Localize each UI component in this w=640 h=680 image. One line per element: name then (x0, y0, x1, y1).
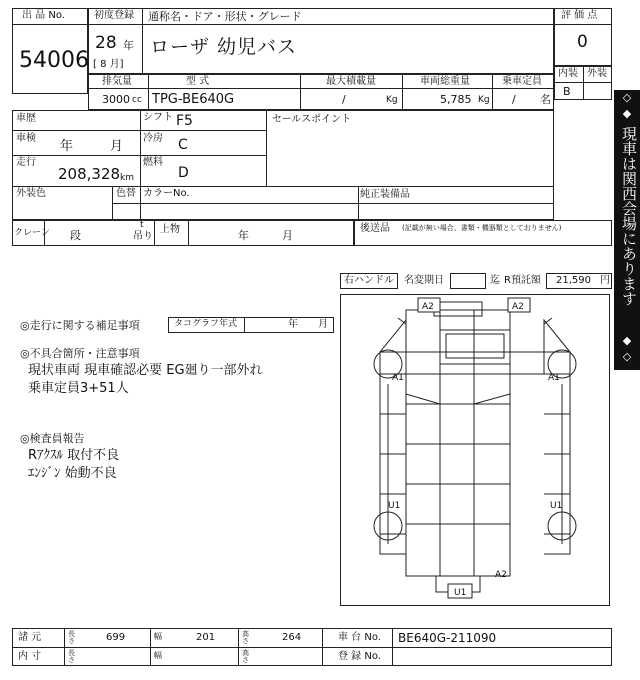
width-value: 201 (196, 632, 216, 643)
interior-dims-label: 内 寸 (18, 651, 42, 662)
banner-top-marks: ◇ ◆ (622, 91, 632, 120)
mileage-label: 走行 (16, 157, 36, 168)
crane-lift: 吊り (133, 231, 153, 242)
gross-weight-value: 5,785 (440, 93, 472, 106)
fuel-value: D (178, 165, 189, 181)
model-label: 型 式 (186, 76, 210, 87)
first-reg-label: 初度登録 (94, 10, 134, 21)
first-reg-month: [ 8 月] (93, 59, 124, 70)
color-code-label: カラーNo. (143, 188, 190, 199)
damage-mark: A1 (392, 373, 404, 383)
damage-mark: U1 (388, 501, 401, 511)
steering-value: 右ハンドル (344, 275, 394, 286)
first-reg-year: 28 (95, 33, 117, 53)
banner-text: 現車は関西会場にあります (620, 126, 638, 306)
defects-title: ◎不具合箇所・注意事項 (20, 347, 140, 360)
top-label: 上物 (160, 224, 180, 235)
capacity-sep: / (512, 93, 516, 106)
year-unit: 年 (123, 39, 134, 52)
aftermarket-label: 後送品 (360, 223, 390, 234)
displacement-unit: cc (132, 95, 142, 105)
crane-label: クレーン (14, 228, 50, 238)
ac-label: 冷房 (143, 133, 163, 144)
shift-label: シフト (143, 112, 173, 123)
exterior-grade-label: 外装 (587, 68, 607, 79)
defects-line-2: 乗車定員3+51人 (28, 381, 129, 396)
gross-weight-label: 車両総重量 (420, 76, 470, 87)
inspector-title: ◎検査員報告 (20, 432, 85, 445)
inspection-year: 年 (60, 139, 74, 154)
genuine-equipment-label: 純正装備品 (360, 189, 410, 200)
length-label: 長さ (68, 630, 75, 645)
history-label: 車歴 (16, 113, 36, 124)
lot-label: 出 品 No. (22, 10, 65, 21)
max-load-label: 最大積載量 (326, 76, 376, 87)
tachograph-month: 月 (318, 319, 328, 330)
inspection-label: 車検 (16, 133, 36, 144)
color-change-label: 色替 (116, 188, 136, 199)
height-value: 264 (282, 632, 302, 643)
tachograph-label: タコグラフ年式 (174, 319, 238, 329)
capacity-label: 乗車定員 (502, 76, 542, 87)
top-year: 年 (238, 229, 249, 242)
defects-line-1: 現状車両 現車確認必要 EG廻り一部外れ (28, 363, 263, 378)
damage-mark: U1 (550, 501, 563, 511)
interior-length-label: 長さ (68, 649, 75, 664)
gross-weight-unit: Kg (478, 95, 490, 105)
selling-points-label: セールスポイント (272, 114, 352, 125)
aftermarket-note: (記載が無い場合、書類・機器類としておりません) (402, 224, 562, 232)
interior-height-label: 高さ (242, 649, 249, 664)
recycle-fee-label: R預託額 (504, 275, 541, 286)
length-value: 699 (106, 632, 126, 643)
crane-ton: t (140, 220, 144, 230)
diagram-frame (341, 295, 610, 606)
mileage-value: 208,328 (58, 165, 121, 183)
inspection-month: 月 (110, 139, 124, 154)
displacement-value: 3000 (102, 93, 130, 106)
model-value: TPG-BE640G (152, 92, 235, 107)
lot-number: 54006 (19, 48, 89, 73)
damage-mark: A2 (422, 302, 434, 312)
dims-label: 諸 元 (18, 632, 42, 643)
vehicle-damage-diagram (340, 294, 610, 606)
crane-row (12, 220, 354, 246)
name-change-field (450, 273, 486, 289)
ext-color-label: 外装色 (16, 188, 46, 199)
vehicle-name: ローザ 幼児バス (150, 36, 298, 58)
damage-mark: U1 (454, 588, 467, 598)
shift-value: F5 (176, 113, 193, 129)
score-value: 0 (577, 32, 588, 52)
max-load-sep: / (342, 93, 346, 106)
registration-label: 登 録 No. (338, 651, 381, 662)
inspector-line-1: Rｱｸｽﾙ 取付不良 (28, 448, 120, 463)
damage-mark: A1 (548, 373, 560, 383)
fuel-label: 燃料 (143, 157, 163, 168)
tachograph-year: 年 (288, 319, 298, 330)
height-label: 高さ (242, 630, 249, 645)
chassis-value: BE640G-211090 (398, 631, 497, 645)
recycle-fee-unit: 円 (600, 275, 610, 286)
damage-mark: A2 (495, 570, 507, 580)
recycle-fee-value: 21,590 (556, 275, 591, 286)
ac-value: C (178, 137, 188, 153)
roof-outline (406, 310, 510, 576)
width-label: 幅 (154, 632, 162, 641)
name-change-label: 名変期日 (404, 275, 444, 286)
damage-mark: A2 (512, 302, 524, 312)
interior-grade-label: 内装 (558, 68, 578, 79)
mileage-unit: km (120, 173, 134, 183)
chassis-label: 車 台 No. (338, 632, 381, 643)
windshield (440, 330, 510, 364)
interior-width-label: 幅 (154, 651, 162, 660)
displacement-label: 排気量 (102, 76, 132, 87)
inspector-line-2: ｴﾝｼﾞﾝ 始動不良 (28, 466, 117, 481)
vehicle-name-label: 通称名・ドア・形状・グレード (148, 10, 302, 23)
top-month: 月 (282, 229, 293, 242)
driving-notes-title: ◎走行に関する補足事項 (20, 319, 140, 332)
interior-grade: B (563, 85, 571, 98)
crane-stage: 段 (70, 229, 81, 242)
max-load-unit: Kg (386, 95, 398, 105)
score-label: 評 価 点 (561, 10, 598, 21)
capacity-unit: 名 (540, 93, 551, 106)
banner-bottom-marks: ◆ ◇ (622, 334, 632, 363)
until-symbol: 迄 (490, 275, 500, 286)
